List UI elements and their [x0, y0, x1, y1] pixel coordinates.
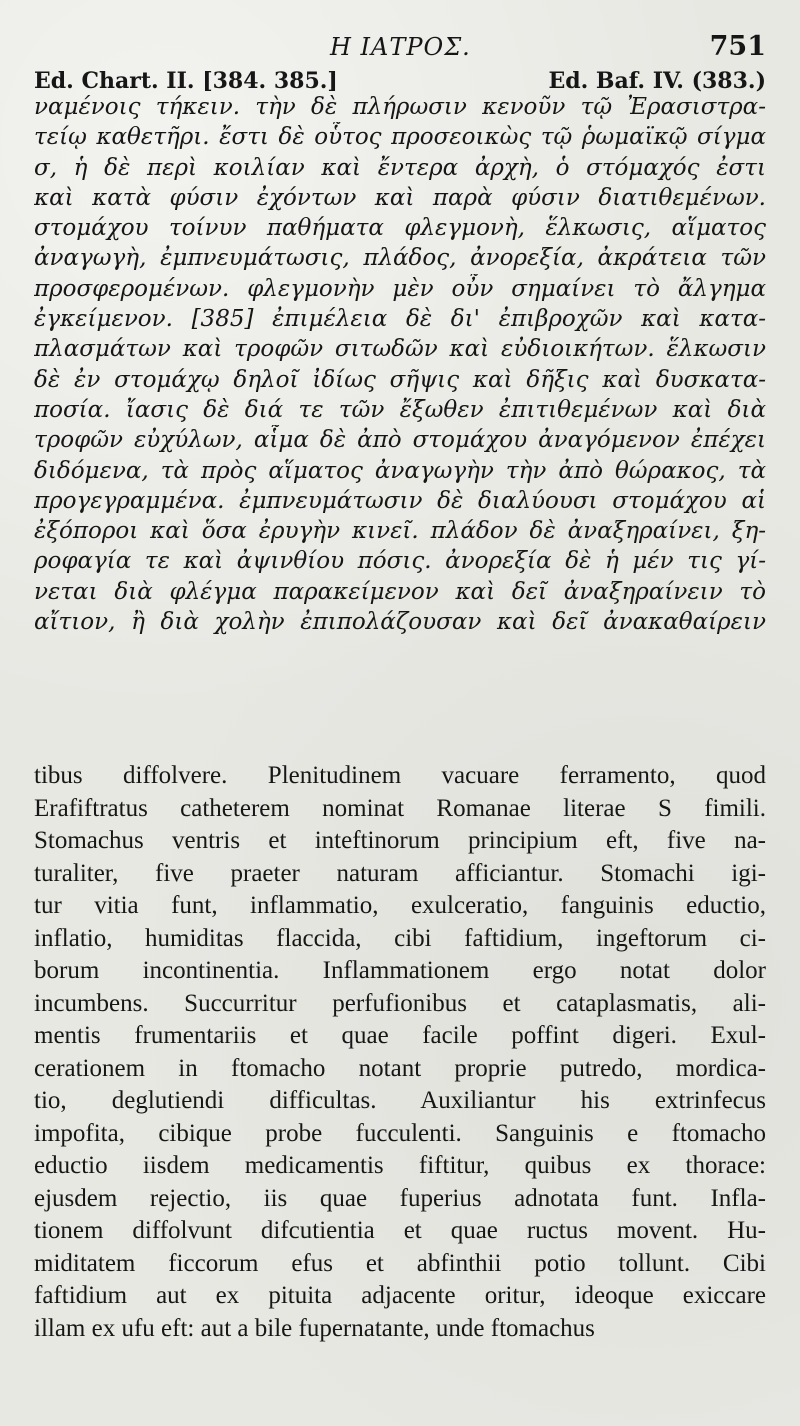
- latin-line: faftidium aut ex pituita adjacente oritur, ideoque exiccare: [34, 1282, 766, 1309]
- latin-line: miditatem ficcorum efus et abfinthii potio tollunt. Cibi: [34, 1249, 766, 1277]
- greek-line: στομάχου τοίνυν παθήματα φλεγμονὴ, ἕλκωσις, αἵματος: [34, 215, 766, 242]
- greek-line: προγεγραμμένα. ἐμπνευμάτωσιν δὲ διαλύουσι στομάχου αἱ: [34, 487, 766, 514]
- latin-line: illam ex ufu eft: aut a bile fupernatante, unde ftomachus: [34, 1314, 595, 1342]
- latin-line: tio, deglutiendi difficultas. Auxiliantur his extrinfecus: [34, 1087, 766, 1114]
- latin-line: tur vitia funt, inflammatio, exulceratio, fanguinis eductio,: [34, 892, 766, 919]
- greek-text-block: [34, 92, 766, 637]
- latin-line: tibus diffolvere. Plenitudinem vacuare ferramento, quod: [34, 762, 766, 789]
- greek-line: καὶ κατὰ φύσιν ἐχόντων καὶ παρὰ φύσιν διατιθεμένων.: [34, 184, 766, 211]
- greek-line: τείῳ καθετῆρι. ἔστι δὲ οὗτος προσεοικὼς τῷ ῥωμαϊκῷ σίγμα: [34, 124, 766, 151]
- greek-line: σ, ἡ δὲ περὶ κοιλίαν καὶ ἔντερα ἀρχὴ, ὁ στόμαχός ἐστι: [34, 154, 766, 181]
- latin-line: incumbens. Succurritur perfufionibus et cataplasmatis, ali-: [34, 989, 766, 1017]
- greek-line: ναμένοις τήκειν. τὴν δὲ πλήρωσιν κενοῦν τῷ Ἐρασιστρα-: [34, 94, 766, 120]
- edition-reference-basel: Ed. Baf. IV. (383.): [548, 68, 766, 94]
- greek-line: διδόμενα, τὰ πρὸς αἵματος ἀναγωγὴν τὴν ἀπὸ θώρακος, τὰ: [34, 457, 766, 484]
- latin-line: Stomachus ventris et inteftinorum principium eft, five na-: [34, 827, 766, 854]
- latin-line: inflatio, humiditas flaccida, cibi faftidium, ingeftorum ci-: [34, 924, 766, 952]
- running-title: Η ΙΑΤΡΟΣ.: [330, 33, 471, 61]
- greek-line: νεται διὰ φλέγμα παρακείμενον καὶ δεῖ ἀναξηραίνειν τὸ: [34, 578, 766, 605]
- latin-line: mentis frumentariis et quae facile poffint digeri. Exul-: [34, 1022, 766, 1049]
- edition-reference-chart: Ed. Chart. II. [384. 385.]: [34, 68, 338, 94]
- greek-line: τροφῶν εὐχύλων, αἷμα δὲ ἀπὸ στομάχου ἀναγόμενον ἐπέχει: [34, 427, 766, 454]
- greek-line: δὲ ἐν στομάχῳ δηλοῖ ἰδίως σῆψις καὶ δῆξις καὶ δυσκατα-: [34, 366, 766, 393]
- latin-line: cerationem in ftomacho notant proprie putredo, mordica-: [34, 1054, 766, 1082]
- latin-line: borum incontinentia. Inflammationem ergo notat dolor: [34, 957, 766, 984]
- latin-line: ejusdem rejectio, iis quae fuperius adnotata funt. Infla-: [34, 1184, 766, 1212]
- latin-line: eductio iisdem medicamentis fiftitur, quibus ex thorace:: [34, 1152, 766, 1179]
- page-number: 751: [709, 31, 766, 62]
- greek-line: ἐγκείμενον. [385] ἐπιμέλεια δὲ δι' ἐπιβροχῶν καὶ κατα-: [34, 306, 766, 333]
- latin-line: Erafiftratus catheterem nominat Romanae literae S fimili.: [34, 794, 766, 822]
- greek-line: ποσία. ἴασις δὲ διά τε τῶν ἔξωθεν ἐπιτιθεμένων καὶ διὰ: [34, 396, 766, 423]
- running-head: [0, 33, 800, 63]
- greek-line: αἴτιον, ἢ διὰ χολὴν ἐπιπολάζουσαν καὶ δεῖ ἀνακαθαίρειν: [34, 609, 766, 636]
- latin-line: turaliter, five praeter naturam afficiantur. Stomachi igi-: [34, 859, 766, 887]
- greek-line: ἀναγωγὴ, ἐμπνευμάτωσις, πλάδος, ἀνορεξία, ἀκράτεια τῶν: [34, 245, 766, 272]
- greek-line: ροφαγία τε καὶ ἀψινθίου πόσις. ἀνορεξία δὲ ἡ μέν τις γί-: [34, 548, 766, 575]
- greek-line: πλασμάτων καὶ τροφῶν σιτωδῶν καὶ εὐδιοικήτων. ἕλκωσιν: [34, 336, 766, 363]
- greek-line: ἐξόποροι καὶ ὅσα ἐρυγὴν κινεῖ. πλάδον δὲ ἀναξηραίνει, ξη-: [34, 518, 766, 545]
- latin-line: impofita, cibique probe fucculenti. Sanguinis e ftomacho: [34, 1119, 766, 1147]
- latin-line: tionem diffolvunt difcutientia et quae ructus movent. Hu-: [34, 1217, 766, 1244]
- greek-line: προσφερομένων. φλεγμονὴν μὲν οὖν σημαίνει τὸ ἄλγημα: [34, 275, 766, 302]
- latin-text-block: [34, 760, 766, 1345]
